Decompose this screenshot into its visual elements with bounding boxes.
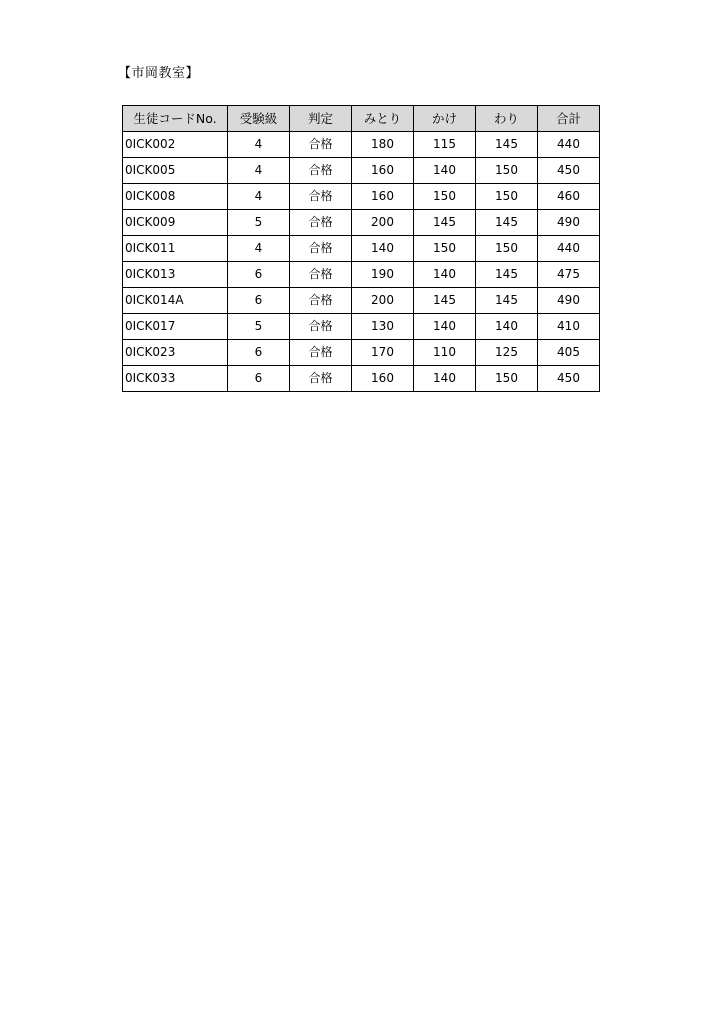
cell-student-code: 0ICK033: [123, 366, 228, 392]
cell-total: 490: [538, 288, 600, 314]
cell-kake: 110: [414, 340, 476, 366]
header-mitori: みとり: [352, 106, 414, 132]
cell-exam-grade: 5: [228, 314, 290, 340]
cell-total: 405: [538, 340, 600, 366]
cell-student-code: 0ICK002: [123, 132, 228, 158]
cell-wari: 145: [476, 262, 538, 288]
cell-mitori: 170: [352, 340, 414, 366]
cell-mitori: 160: [352, 158, 414, 184]
cell-mitori: 140: [352, 236, 414, 262]
cell-student-code: 0ICK013: [123, 262, 228, 288]
cell-exam-grade: 5: [228, 210, 290, 236]
cell-mitori: 160: [352, 366, 414, 392]
cell-total: 460: [538, 184, 600, 210]
cell-total: 450: [538, 366, 600, 392]
header-exam-grade: 受験級: [228, 106, 290, 132]
header-wari: わり: [476, 106, 538, 132]
cell-judgment: 合格: [290, 366, 352, 392]
table-row: [123, 262, 600, 288]
cell-wari: 140: [476, 314, 538, 340]
header-row: [123, 106, 600, 132]
cell-wari: 125: [476, 340, 538, 366]
page-heading: 【市岡教室】: [118, 66, 200, 81]
cell-mitori: 200: [352, 210, 414, 236]
cell-mitori: 130: [352, 314, 414, 340]
cell-kake: 145: [414, 288, 476, 314]
cell-mitori: 200: [352, 288, 414, 314]
cell-wari: 150: [476, 366, 538, 392]
cell-exam-grade: 6: [228, 288, 290, 314]
cell-wari: 150: [476, 184, 538, 210]
cell-judgment: 合格: [290, 184, 352, 210]
cell-total: 440: [538, 132, 600, 158]
header-student-code: 生徒コードNo.: [123, 106, 228, 132]
cell-exam-grade: 6: [228, 366, 290, 392]
cell-mitori: 160: [352, 184, 414, 210]
cell-exam-grade: 6: [228, 340, 290, 366]
cell-total: 410: [538, 314, 600, 340]
cell-judgment: 合格: [290, 132, 352, 158]
cell-kake: 150: [414, 236, 476, 262]
cell-judgment: 合格: [290, 340, 352, 366]
header-total: 合計: [538, 106, 600, 132]
cell-kake: 140: [414, 314, 476, 340]
table-row: [123, 340, 600, 366]
cell-kake: 140: [414, 158, 476, 184]
cell-judgment: 合格: [290, 288, 352, 314]
cell-mitori: 180: [352, 132, 414, 158]
cell-kake: 140: [414, 366, 476, 392]
table-row: [123, 236, 600, 262]
cell-student-code: 0ICK008: [123, 184, 228, 210]
cell-wari: 145: [476, 288, 538, 314]
cell-student-code: 0ICK011: [123, 236, 228, 262]
cell-total: 475: [538, 262, 600, 288]
cell-exam-grade: 4: [228, 158, 290, 184]
cell-student-code: 0ICK005: [123, 158, 228, 184]
table-row: [123, 288, 600, 314]
cell-wari: 150: [476, 236, 538, 262]
cell-exam-grade: 4: [228, 184, 290, 210]
cell-kake: 150: [414, 184, 476, 210]
table-row: [123, 314, 600, 340]
cell-judgment: 合格: [290, 314, 352, 340]
cell-judgment: 合格: [290, 262, 352, 288]
table-row: [123, 366, 600, 392]
cell-wari: 145: [476, 210, 538, 236]
cell-wari: 150: [476, 158, 538, 184]
cell-total: 440: [538, 236, 600, 262]
cell-kake: 145: [414, 210, 476, 236]
cell-wari: 145: [476, 132, 538, 158]
cell-mitori: 190: [352, 262, 414, 288]
table-row: [123, 210, 600, 236]
header-judgment: 判定: [290, 106, 352, 132]
cell-student-code: 0ICK014A: [123, 288, 228, 314]
cell-total: 450: [538, 158, 600, 184]
cell-student-code: 0ICK023: [123, 340, 228, 366]
cell-judgment: 合格: [290, 236, 352, 262]
cell-exam-grade: 4: [228, 236, 290, 262]
table-row: [123, 184, 600, 210]
cell-kake: 115: [414, 132, 476, 158]
cell-student-code: 0ICK009: [123, 210, 228, 236]
header-kake: かけ: [414, 106, 476, 132]
cell-total: 490: [538, 210, 600, 236]
table-row: [123, 158, 600, 184]
table-row: [123, 132, 600, 158]
cell-exam-grade: 6: [228, 262, 290, 288]
cell-student-code: 0ICK017: [123, 314, 228, 340]
results-table: [122, 105, 600, 392]
cell-exam-grade: 4: [228, 132, 290, 158]
cell-kake: 140: [414, 262, 476, 288]
cell-judgment: 合格: [290, 158, 352, 184]
cell-judgment: 合格: [290, 210, 352, 236]
